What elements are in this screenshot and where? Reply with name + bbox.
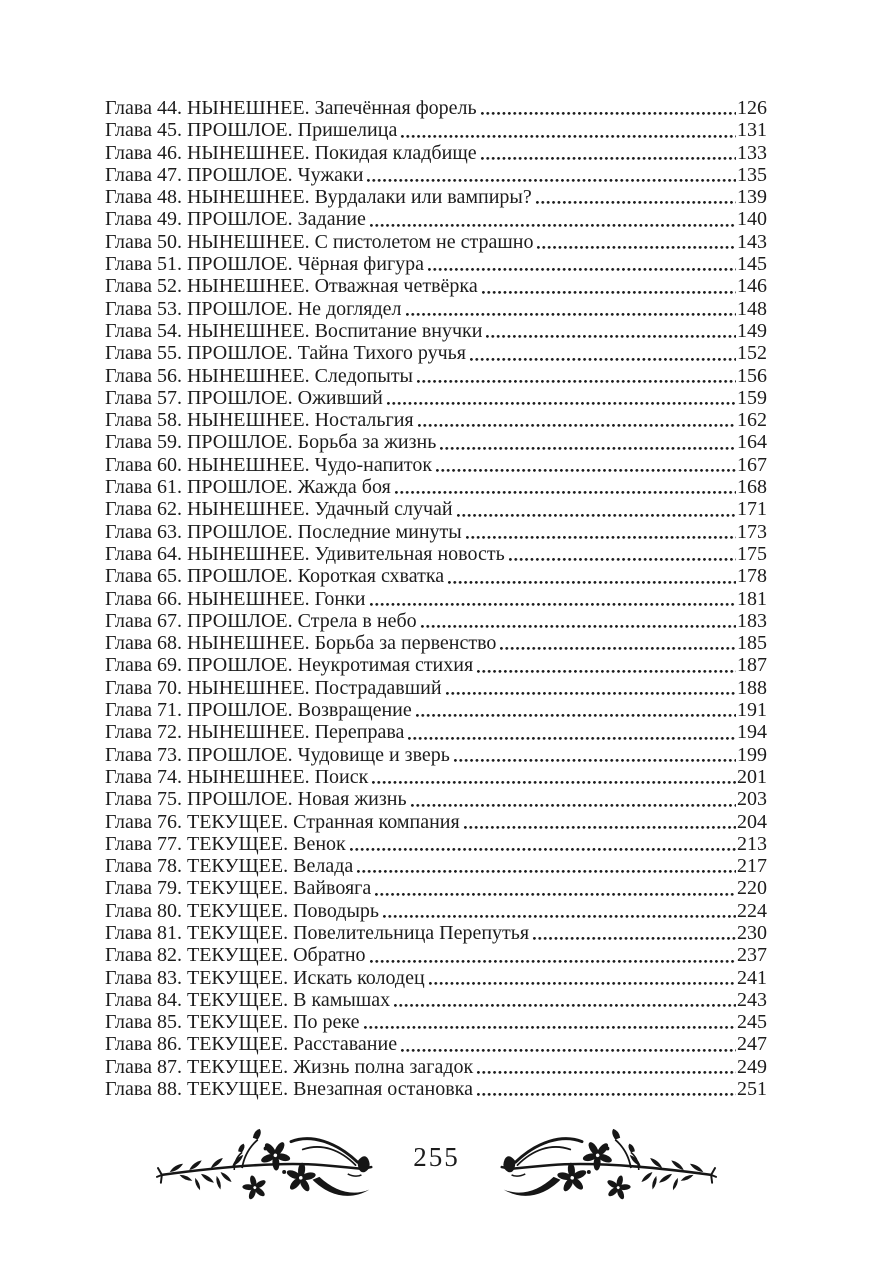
toc-entry-page: 145 xyxy=(737,253,767,276)
toc-entry-page: 217 xyxy=(737,855,767,878)
toc-entry-title: Глава 85. ТЕКУЩЕЕ. По реке xyxy=(105,1011,360,1034)
toc-entry-title: Глава 77. ТЕКУЩЕЕ. Венок xyxy=(105,832,346,855)
toc-entry[interactable] xyxy=(105,1033,767,1055)
toc-entry[interactable] xyxy=(105,922,767,944)
toc-entry[interactable] xyxy=(105,855,767,877)
toc-entry-title: Глава 50. НЫНЕШНЕЕ. С пистолетом не страшно xyxy=(105,230,534,253)
dotted-leader xyxy=(439,446,736,451)
toc-entry[interactable] xyxy=(105,119,767,141)
dotted-leader xyxy=(374,892,736,897)
dotted-leader xyxy=(417,423,736,428)
dotted-leader xyxy=(508,557,736,562)
toc-entry[interactable] xyxy=(105,431,767,453)
dotted-leader xyxy=(476,1092,736,1097)
toc-entry[interactable] xyxy=(105,498,767,520)
floral-ornament-right-icon xyxy=(492,1128,717,1212)
toc-entry[interactable] xyxy=(105,565,767,587)
dotted-leader xyxy=(393,1003,736,1008)
toc-entry-title: Глава 65. ПРОШЛОЕ. Короткая схватка xyxy=(105,565,445,588)
dotted-leader xyxy=(410,803,736,808)
toc-entry[interactable] xyxy=(105,944,767,966)
toc-entry[interactable] xyxy=(105,1056,767,1078)
toc-entry-title: Глава 64. НЫНЕШНЕЕ. Удивительная новость xyxy=(105,542,505,565)
dotted-leader xyxy=(366,178,736,183)
toc-entry-title: Глава 55. ПРОШЛОЕ. Тайна Тихого ручья xyxy=(105,342,466,365)
toc-entry-title: Глава 68. НЫНЕШНЕЕ. Борьба за первенство xyxy=(105,632,497,655)
toc-entry-page: 168 xyxy=(737,476,767,499)
toc-entry-title: Глава 45. ПРОШЛОЕ. Пришелица xyxy=(105,119,398,142)
toc-entry-page: 143 xyxy=(737,230,767,253)
toc-entry-page: 133 xyxy=(737,141,767,164)
dotted-leader xyxy=(499,646,736,651)
toc-entry-page: 247 xyxy=(737,1033,767,1056)
toc-entry[interactable] xyxy=(105,164,767,186)
toc-entry-page: 139 xyxy=(737,186,767,209)
toc-entry[interactable] xyxy=(105,632,767,654)
toc-entry-title: Глава 51. ПРОШЛОЕ. Чёрная фигура xyxy=(105,253,425,276)
toc-entry[interactable] xyxy=(105,320,767,342)
dotted-leader xyxy=(369,223,736,228)
toc-entry-page: 245 xyxy=(737,1011,767,1034)
dotted-leader xyxy=(386,401,736,406)
toc-entry-page: 178 xyxy=(737,565,767,588)
toc-entry[interactable] xyxy=(105,744,767,766)
toc-entry-title: Глава 71. ПРОШЛОЕ. Возвращение xyxy=(105,699,412,722)
floral-ornament-left-icon xyxy=(156,1128,381,1212)
toc-entry-title: Глава 87. ТЕКУЩЕЕ. Жизнь полна загадок xyxy=(105,1055,474,1078)
dotted-leader xyxy=(369,602,737,607)
dotted-leader xyxy=(400,134,736,139)
toc-entry-title: Глава 54. НЫНЕШНЕЕ. Воспитание внучки xyxy=(105,319,483,342)
toc-entry[interactable] xyxy=(105,788,767,810)
toc-entry-title: Глава 48. НЫНЕШНЕЕ. Вурдалаки или вампиры? xyxy=(105,186,532,209)
toc-entry-page: 159 xyxy=(737,386,767,409)
toc-entry-title: Глава 46. НЫНЕШНЕЕ. Покидая кладбище xyxy=(105,141,477,164)
dotted-leader xyxy=(485,334,736,339)
toc-entry[interactable] xyxy=(105,208,767,230)
dotted-leader xyxy=(428,981,736,986)
toc-entry-page: 146 xyxy=(737,275,767,298)
dotted-leader xyxy=(535,200,736,205)
page-footer xyxy=(0,1128,873,1212)
toc-entry[interactable] xyxy=(105,610,767,632)
toc-entry-title: Глава 75. ПРОШЛОЕ. Новая жизнь xyxy=(105,788,407,811)
toc-entry-page: 152 xyxy=(737,342,767,365)
toc-entry-page: 224 xyxy=(737,899,767,922)
toc-entry-title: Глава 61. ПРОШЛОЕ. Жажда боя xyxy=(105,476,391,499)
toc-entry-page: 251 xyxy=(737,1078,767,1101)
toc-entry-page: 199 xyxy=(737,743,767,766)
dotted-leader xyxy=(371,780,736,785)
toc-entry-title: Глава 81. ТЕКУЩЕЕ. Повелительница Перепутья xyxy=(105,921,530,944)
dotted-leader xyxy=(369,959,736,964)
toc-entry-title: Глава 49. ПРОШЛОЕ. Задание xyxy=(105,208,366,231)
dotted-leader xyxy=(349,847,736,852)
dotted-leader xyxy=(480,156,736,161)
toc-entry-title: Глава 66. НЫНЕШНЕЕ. Гонки xyxy=(105,587,366,610)
dotted-leader xyxy=(416,379,736,384)
dotted-leader xyxy=(407,736,736,741)
toc-entry-page: 220 xyxy=(737,877,767,900)
dotted-leader xyxy=(456,513,736,518)
toc-entry-title: Глава 62. НЫНЕШНЕЕ. Удачный случай xyxy=(105,498,453,521)
toc-entry[interactable] xyxy=(105,766,767,788)
toc-entry[interactable] xyxy=(105,811,767,833)
toc-entry[interactable] xyxy=(105,654,767,676)
toc-entry-page: 126 xyxy=(737,97,767,119)
toc-entry-title: Глава 44. НЫНЕШНЕЕ. Запечённая форель xyxy=(105,97,477,119)
dotted-leader xyxy=(447,580,736,585)
toc-entry-page: 204 xyxy=(737,810,767,833)
toc-entry-page: 243 xyxy=(737,988,767,1011)
toc-entry-page: 131 xyxy=(737,119,767,142)
toc-entry-title: Глава 82. ТЕКУЩЕЕ. Обратно xyxy=(105,944,366,967)
dotted-leader xyxy=(363,1025,736,1030)
page-number: 255 xyxy=(413,1141,460,1172)
toc-entry-page: 167 xyxy=(737,453,767,476)
toc-entry-title: Глава 76. ТЕКУЩЕЕ. Странная компания xyxy=(105,810,460,833)
dotted-leader xyxy=(480,111,736,116)
toc-entry-page: 171 xyxy=(737,498,767,521)
toc-entry-page: 230 xyxy=(737,921,767,944)
toc-entry-title: Глава 79. ТЕКУЩЕЕ. Вайвояга xyxy=(105,877,372,900)
toc-entry-page: 156 xyxy=(737,364,767,387)
toc-entry-title: Глава 70. НЫНЕШНЕЕ. Пострадавший xyxy=(105,676,442,699)
toc-entry-title: Глава 53. ПРОШЛОЕ. Не доглядел xyxy=(105,297,402,320)
toc-entry-title: Глава 59. ПРОШЛОЕ. Борьба за жизнь xyxy=(105,431,437,454)
toc-entry[interactable] xyxy=(105,275,767,297)
toc-entry[interactable] xyxy=(105,677,767,699)
dotted-leader xyxy=(382,914,736,919)
toc-entry-page: 183 xyxy=(737,609,767,632)
toc-entry-title: Глава 73. ПРОШЛОЕ. Чудовище и зверь xyxy=(105,743,450,766)
toc-entry[interactable] xyxy=(105,521,767,543)
toc-entry-title: Глава 56. НЫНЕШНЕЕ. Следопыты xyxy=(105,364,413,387)
toc-entry-title: Глава 52. НЫНЕШНЕЕ. Отважная четвёрка xyxy=(105,275,478,298)
toc-entry-title: Глава 80. ТЕКУЩЕЕ. Поводырь xyxy=(105,899,380,922)
toc-entry-page: 173 xyxy=(737,520,767,543)
toc-entry[interactable] xyxy=(105,721,767,743)
toc-entry[interactable] xyxy=(105,365,767,387)
table-of-contents xyxy=(105,97,767,1100)
toc-entry-page: 213 xyxy=(737,832,767,855)
dotted-leader xyxy=(394,490,736,495)
dotted-leader xyxy=(445,691,736,696)
toc-entry-title: Глава 84. ТЕКУЩЕЕ. В камышах xyxy=(105,988,391,1011)
toc-entry-page: 135 xyxy=(737,163,767,186)
toc-entry[interactable] xyxy=(105,476,767,498)
toc-entry[interactable] xyxy=(105,253,767,275)
toc-entry[interactable] xyxy=(105,298,767,320)
toc-entry-title: Глава 60. НЫНЕШНЕЕ. Чудо-напиток xyxy=(105,453,433,476)
toc-entry[interactable] xyxy=(105,97,767,119)
toc-entry-page: 188 xyxy=(737,676,767,699)
toc-entry-page: 187 xyxy=(737,654,767,677)
toc-entry-page: 249 xyxy=(737,1055,767,1078)
dotted-leader xyxy=(465,535,736,540)
toc-entry-page: 203 xyxy=(737,788,767,811)
toc-entry[interactable] xyxy=(105,186,767,208)
toc-entry-page: 175 xyxy=(737,542,767,565)
toc-entry[interactable] xyxy=(105,1011,767,1033)
toc-entry[interactable] xyxy=(105,900,767,922)
toc-entry-title: Глава 88. ТЕКУЩЕЕ. Внезапная остановка xyxy=(105,1078,473,1101)
toc-entry-page: 241 xyxy=(737,966,767,989)
dotted-leader xyxy=(420,624,736,629)
toc-entry-title: Глава 72. НЫНЕШНЕЕ. Переправа xyxy=(105,721,405,744)
toc-entry-title: Глава 47. ПРОШЛОЕ. Чужаки xyxy=(105,163,364,186)
toc-entry[interactable] xyxy=(105,989,767,1011)
dotted-leader xyxy=(536,245,736,250)
toc-entry-page: 237 xyxy=(737,944,767,967)
dotted-leader xyxy=(435,468,736,473)
toc-entry-page: 148 xyxy=(737,297,767,320)
toc-entry[interactable] xyxy=(105,454,767,476)
dotted-leader xyxy=(400,1048,736,1053)
toc-entry[interactable] xyxy=(105,877,767,899)
dotted-leader xyxy=(405,312,736,317)
toc-entry-title: Глава 83. ТЕКУЩЕЕ. Искать колодец xyxy=(105,966,425,989)
toc-entry-title: Глава 69. ПРОШЛОЕ. Неукротимая стихия xyxy=(105,654,474,677)
toc-entry-title: Глава 86. ТЕКУЩЕЕ. Расставание xyxy=(105,1033,398,1056)
toc-entry[interactable] xyxy=(105,387,767,409)
toc-entry[interactable] xyxy=(105,231,767,253)
toc-entry[interactable] xyxy=(105,142,767,164)
toc-entry-page: 201 xyxy=(737,765,767,788)
dotted-leader xyxy=(469,357,736,362)
toc-entry-title: Глава 74. НЫНЕШНЕЕ. Поиск xyxy=(105,765,369,788)
dotted-leader xyxy=(481,290,736,295)
toc-entry-page: 194 xyxy=(737,721,767,744)
toc-entry-page: 149 xyxy=(737,319,767,342)
toc-entry-page: 181 xyxy=(737,587,767,610)
dotted-leader xyxy=(356,869,736,874)
toc-entry[interactable] xyxy=(105,1078,767,1100)
toc-entry-title: Глава 78. ТЕКУЩЕЕ. Велада xyxy=(105,855,354,878)
dotted-leader xyxy=(476,669,736,674)
toc-entry-page: 164 xyxy=(737,431,767,454)
toc-entry-title: Глава 57. ПРОШЛОЕ. Оживший xyxy=(105,386,383,409)
toc-entry[interactable] xyxy=(105,588,767,610)
toc-entry[interactable] xyxy=(105,409,767,431)
toc-entry-title: Глава 58. НЫНЕШНЕЕ. Ностальгия xyxy=(105,409,414,432)
toc-entry-title: Глава 63. ПРОШЛОЕ. Последние минуты xyxy=(105,520,462,543)
dotted-leader xyxy=(532,936,736,941)
toc-entry[interactable] xyxy=(105,699,767,721)
dotted-leader xyxy=(463,825,736,830)
toc-entry[interactable] xyxy=(105,967,767,989)
toc-entry-page: 162 xyxy=(737,409,767,432)
toc-entry-page: 140 xyxy=(737,208,767,231)
toc-entry[interactable] xyxy=(105,543,767,565)
dotted-leader xyxy=(427,267,736,272)
toc-entry[interactable] xyxy=(105,833,767,855)
toc-entry-page: 191 xyxy=(737,699,767,722)
toc-entry[interactable] xyxy=(105,342,767,364)
dotted-leader xyxy=(453,758,736,763)
dotted-leader xyxy=(476,1070,736,1075)
toc-entry-page: 185 xyxy=(737,632,767,655)
toc-entry-title: Глава 67. ПРОШЛОЕ. Стрела в небо xyxy=(105,609,417,632)
dotted-leader xyxy=(415,713,736,718)
